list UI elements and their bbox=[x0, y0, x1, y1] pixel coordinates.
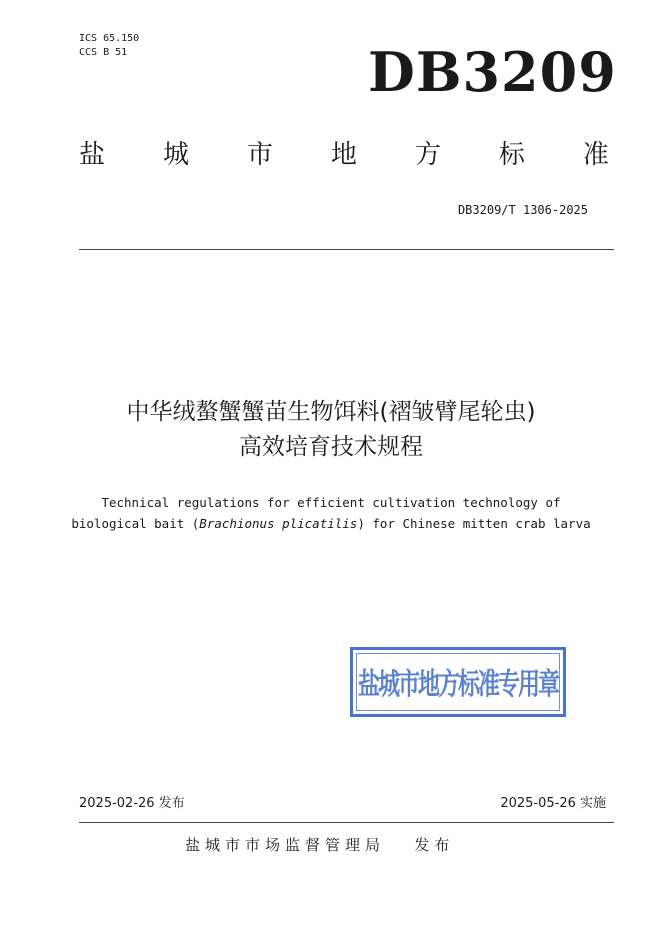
footer-divider bbox=[79, 822, 614, 823]
chinese-title bbox=[50, 395, 612, 465]
scientific-name: Brachionus plicatilis bbox=[199, 516, 358, 531]
standard-type bbox=[79, 138, 609, 172]
standard-type-char: 准 bbox=[582, 140, 609, 170]
issuer-action: 发布 bbox=[414, 836, 455, 854]
standard-type-char: 盐 bbox=[79, 140, 106, 170]
official-stamp bbox=[350, 647, 566, 717]
standard-type-char: 城 bbox=[162, 140, 189, 170]
chinese-title-line-2: 高效培育技术规程 bbox=[239, 434, 423, 460]
issuer-name: 盐城市市场监督管理局 bbox=[185, 836, 386, 854]
standard-code: DB3209/T 1306-2025 bbox=[457, 203, 588, 217]
english-title-line-1: Technical regulations for efficient cultivation technology of bbox=[101, 495, 561, 510]
stamp-text: 盐城市地方标准专用章 bbox=[357, 667, 558, 702]
standard-type-char: 地 bbox=[330, 140, 357, 170]
implementation-date: 2025-05-26 实施 bbox=[500, 796, 606, 811]
ics-code: ICS 65.150 bbox=[79, 33, 140, 44]
english-title-text: biological bait ( bbox=[71, 516, 200, 531]
stamp-inner-border bbox=[356, 653, 560, 711]
publication-date: 2025-02-26 发布 bbox=[79, 796, 185, 811]
standard-type-char: 方 bbox=[414, 140, 441, 170]
standard-type-char: 标 bbox=[498, 140, 525, 170]
standard-type-char: 市 bbox=[246, 140, 273, 170]
db-number: DB3209 bbox=[368, 40, 617, 104]
header-divider bbox=[79, 249, 614, 250]
english-title bbox=[50, 492, 612, 534]
ccs-code: CCS B 51 bbox=[79, 47, 128, 58]
english-title-line-2 bbox=[50, 513, 612, 534]
classification-codes bbox=[79, 32, 139, 60]
chinese-title-line-1: 中华绒螯蟹蟹苗生物饵料(褶皱臂尾轮虫) bbox=[126, 399, 536, 425]
english-title-text: ) for Chinese mitten crab larva bbox=[357, 516, 591, 531]
issuer-line bbox=[185, 835, 454, 855]
